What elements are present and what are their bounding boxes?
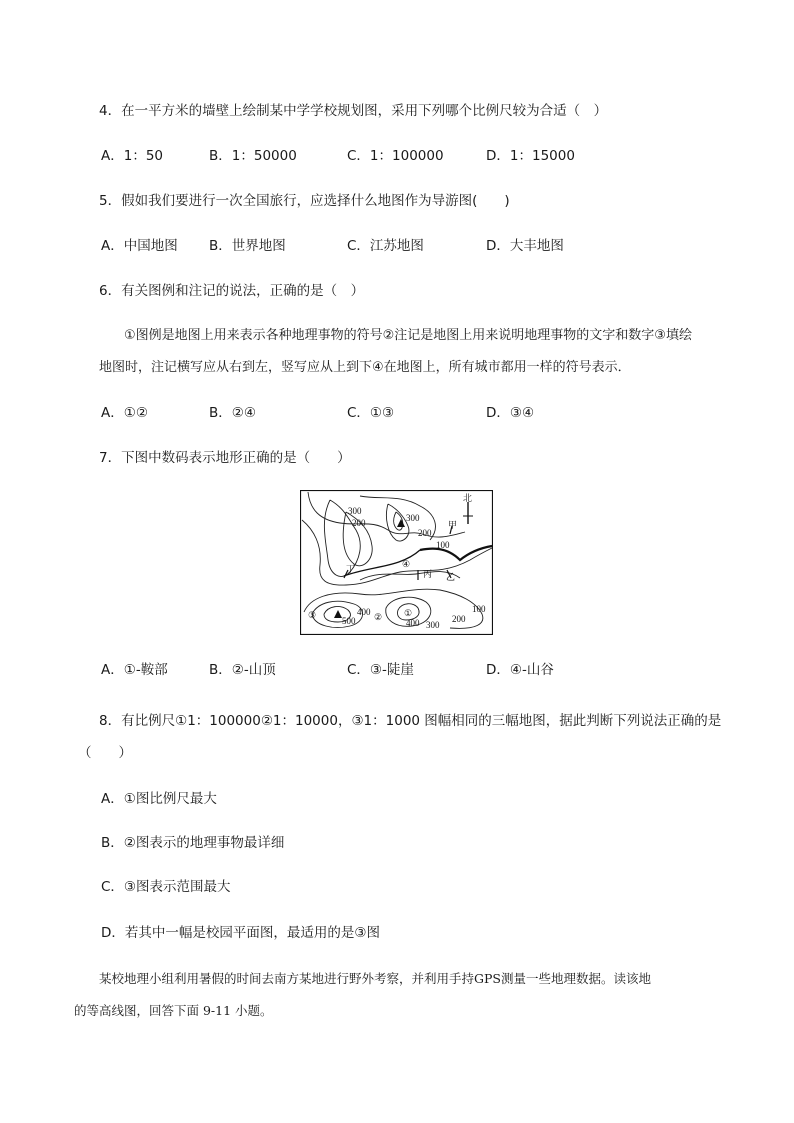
point-label-3: ③ [308,610,317,620]
q8-stem-line2: （ ） [78,745,132,761]
contour-label-100a: 100 [436,540,450,550]
contour-label-300c: 300 [426,620,440,630]
north-label: 北 [463,493,473,503]
q8-option-d: D．若其中一幅是校园平面图，最适用的是③图 [101,925,380,941]
contour-label-400b: 400 [406,618,420,628]
point-label-2: ② [374,612,383,622]
contour-label-400a: 400 [357,607,371,617]
q5-option-a: A．中国地图 [101,238,178,254]
point-label-jia: 甲 [448,520,458,530]
q8-option-c: C．③图表示范围最大 [101,879,231,895]
point-label-4: ④ [402,559,411,569]
contour-map [300,490,493,635]
q6-option-c: C．①③ [347,405,395,421]
q6-body-line1: ①图例是地图上用来表示各种地理事物的符号②注记是地图上用来说明地理事物的文字和数字③填绘 [124,328,692,343]
contour-label-200c: 200 [452,614,466,624]
q7-option-d: D．④-山谷 [486,662,554,678]
q8-option-a: A．①图比例尺最大 [101,791,217,807]
q4-stem: 4．在一平方米的墙壁上绘制某中学学校规划图，采用下列哪个比例尺较为合适（ ） [99,103,608,119]
q6-body-line2: 地图时，注记横写应从右到左，竖写应从上到下④在地图上，所有城市都用一样的符号表示． [99,360,631,375]
q7-option-c: C．③-陡崖 [347,662,414,678]
q5-option-c: C．江苏地图 [347,238,424,254]
q5-option-d: D．大丰地图 [486,238,564,254]
point-label-yi: 乙 [446,572,456,582]
contour-label-200b: 200 [418,528,432,538]
contour-label-500: 500 [342,616,356,626]
q7-option-a: A．①-鞍部 [101,662,168,678]
point-label-bing: 丙 [423,569,433,579]
q4-option-d: D．1：15000 [486,148,575,164]
q7-option-b: B．②-山顶 [209,662,276,678]
q6-option-a: A．①② [101,405,148,421]
q7-stem: 7．下图中数码表示地形正确的是（ ） [99,450,351,466]
q6-stem: 6．有关图例和注记的说法，正确的是（ ） [99,283,365,299]
q8-option-b: B．②图表示的地理事物最详细 [101,835,285,851]
q4-option-a: A．1：50 [101,148,164,164]
point-label-1: ① [404,608,413,618]
q8-stem-line1: 8．有比例尺①1：100000②1：10000，③1：1000 图幅相同的三幅地图，据此判断下列说法正确的是 [99,713,722,729]
point-label-ding: 丁 [346,564,356,574]
q6-option-b: B．②④ [209,405,256,421]
contour-label-300b: 300 [406,513,420,523]
q4-option-c: C．1：100000 [347,148,444,164]
q6-option-d: D．③④ [486,405,535,421]
contour-label-100b: 100 [472,604,486,614]
q4-option-b: B．1：50000 [209,148,297,164]
q5-option-b: B．世界地图 [209,238,286,254]
q5-stem: 5．假如我们要进行一次全国旅行，应选择什么地图作为导游图( ) [99,193,510,209]
contour-label-200a: 200 [352,518,366,528]
contour-label-300a: 300 [348,506,362,516]
intro-line2: 的等高线图，回答下面 9-11 小题。 [74,1003,273,1018]
intro-line1: 某校地理小组利用暑假的时间去南方某地进行野外考察，并利用手持GPS测量一些地理数据。读该地 [99,971,651,986]
